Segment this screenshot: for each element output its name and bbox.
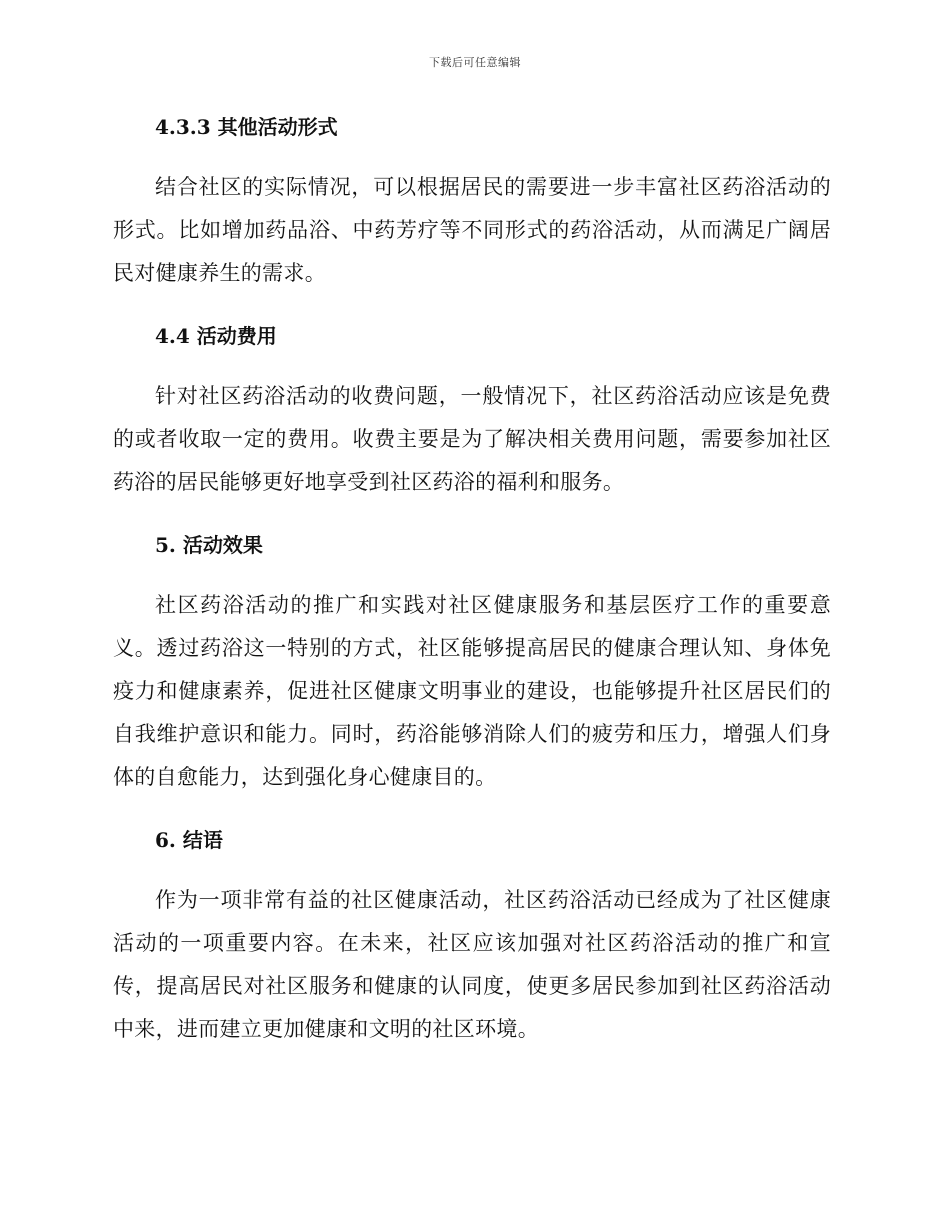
section-heading-conclusion: 6. 结语	[155, 828, 223, 852]
section-paragraph-activity-effects: 社区药浴活动的推广和实践对社区健康服务和基层医疗工作的重要意义。透过药浴这一特别的方式，社区能够提高居民的健康合理认知、身体免疫力和健康素养，促进社区健康文明事业的建设，也能够提升社区居民们的自我维护意识和能力。同时，药浴能够消除人们的疲劳和压力，增强人们身体的自愈能力，达到强化身心健康目的。	[113, 593, 831, 789]
section-heading-activity-effects: 5. 活动效果	[155, 533, 263, 557]
section-paragraph-conclusion: 作为一项非常有益的社区健康活动，社区药浴活动已经成为了社区健康活动的一项重要内容。在未来，社区应该加强对社区药浴活动的推广和宣传，提高居民对社区服务和健康的认同度，使更多居民参加到社区药浴活动中来，进而建立更加健康和文明的社区环境。	[113, 888, 831, 1041]
section-paragraph-other-forms: 结合社区的实际情况，可以根据居民的需要进一步丰富社区药浴活动的形式。比如增加药品浴、中药芳疗等不同形式的药浴活动，从而满足广阔居民对健康养生的需求。	[113, 175, 831, 285]
page-header-note: 下载后可任意编辑	[429, 56, 521, 69]
section-paragraph-activity-fees: 针对社区药浴活动的收费问题，一般情况下，社区药浴活动应该是免费的或者收取一定的费用。收费主要是为了解决相关费用问题，需要参加社区药浴的居民能够更好地享受到社区药浴的福利和服务。	[113, 384, 831, 494]
document-body	[113, 110, 831, 1075]
section-heading-activity-fees: 4.4 活动费用	[155, 324, 277, 348]
section-heading-other-forms: 4.3.3 其他活动形式	[155, 115, 338, 139]
